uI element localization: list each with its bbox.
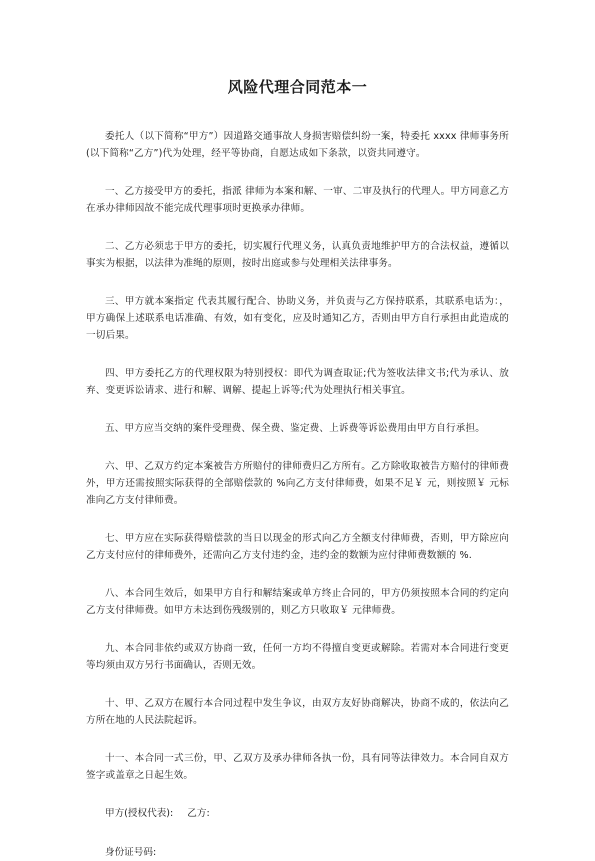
party-b-signature-label: 乙方: [187,808,210,819]
signature-line [86,805,509,822]
clause-9: 九、本合同非依约或双方协商一致，任何一方均不得擅自变更或解除。若需对本合同进行变更等均须由双方另行书面确认，否则无效。 [86,643,509,671]
clause-6: 六、甲、乙双方约定本案被告方所赔付的律师费归乙方所有。乙方除收取被告方赔付的律师费外，甲方还需按照实际获得的全部赔偿款的 %向乙方支付律师费，如果不足￥ 元，则按照￥ 元标准向乙方支付律师费。 [86,461,509,506]
clause-8: 八、本合同生效后，如果甲方自行和解结案或单方终止合同的，甲方仍须按照本合同的约定向乙方支付律师费。如甲方未达到伤残级别的，则乙方只收取￥ 元律师费。 [86,588,509,616]
party-a-signature-label: 甲方(授权代表): [105,808,174,819]
clause-2: 二、乙方必须忠于甲方的委托，切实履行代理义务，认真负责地维护甲方的合法权益，遵循以事实为根据，以法律为准绳的原则，按时出庭或参与处理相关法律事务。 [86,241,509,269]
clause-7: 七、甲方应在实际获得赔偿款的当日以现金的形式向乙方全额支付律师费，否则，甲方除应向乙方支付应付的律师费外，还需向乙方支付违约金，违约金的数额为应付律师费数额的 %. [86,533,509,561]
clause-3: 三、甲方就本案指定 代表其履行配合、协助义务，并负责与乙方保持联系，其联系电话为：，甲方确保上述联系电话准确、有效，如有变化，应及时通知乙方，否则由甲方自行承担由此造成的一切后果。 [86,296,509,341]
id-number-line [86,844,509,861]
intro-paragraph: 委托人（以下简称“甲方”）因道路交通事故人身损害赔偿纠纷一案，特委托 xxxx 律师事务所(以下简称“乙方”)代为处理，经平等协商，自愿达成如下条款，以资共同遵守。 [86,131,509,159]
clause-4: 四、甲方委托乙方的代理权限为特别授权：即代为调查取证;代为签收法律文书;代为承认、放弃、变更诉讼请求、进行和解、调解、提起上诉等;代为处理执行相关事宜。 [86,368,509,396]
clause-11: 十一、本合同一式三份，甲、乙双方及承办律师各执一份，具有同等法律效力。本合同自双方签字或盖章之日起生效。 [86,753,509,781]
clause-1: 一、乙方接受甲方的委托，指派 律师为本案和解、一审、二审及执行的代理人。甲方同意乙方在承办律师因故不能完成代理事项时更换承办律师。 [86,186,509,214]
id-number-label: 身份证号码: [105,847,157,858]
document-title: 风险代理合同范本一 [227,78,368,96]
clause-5: 五、甲方应当交纳的案件受理费、保全费、鉴定费、上诉费等诉讼费用由甲方自行承担。 [105,423,486,434]
clause-10: 十、甲、乙双方在履行本合同过程中发生争议，由双方友好协商解决，协商不成的，依法向乙方所在地的人民法院起诉。 [86,698,509,726]
